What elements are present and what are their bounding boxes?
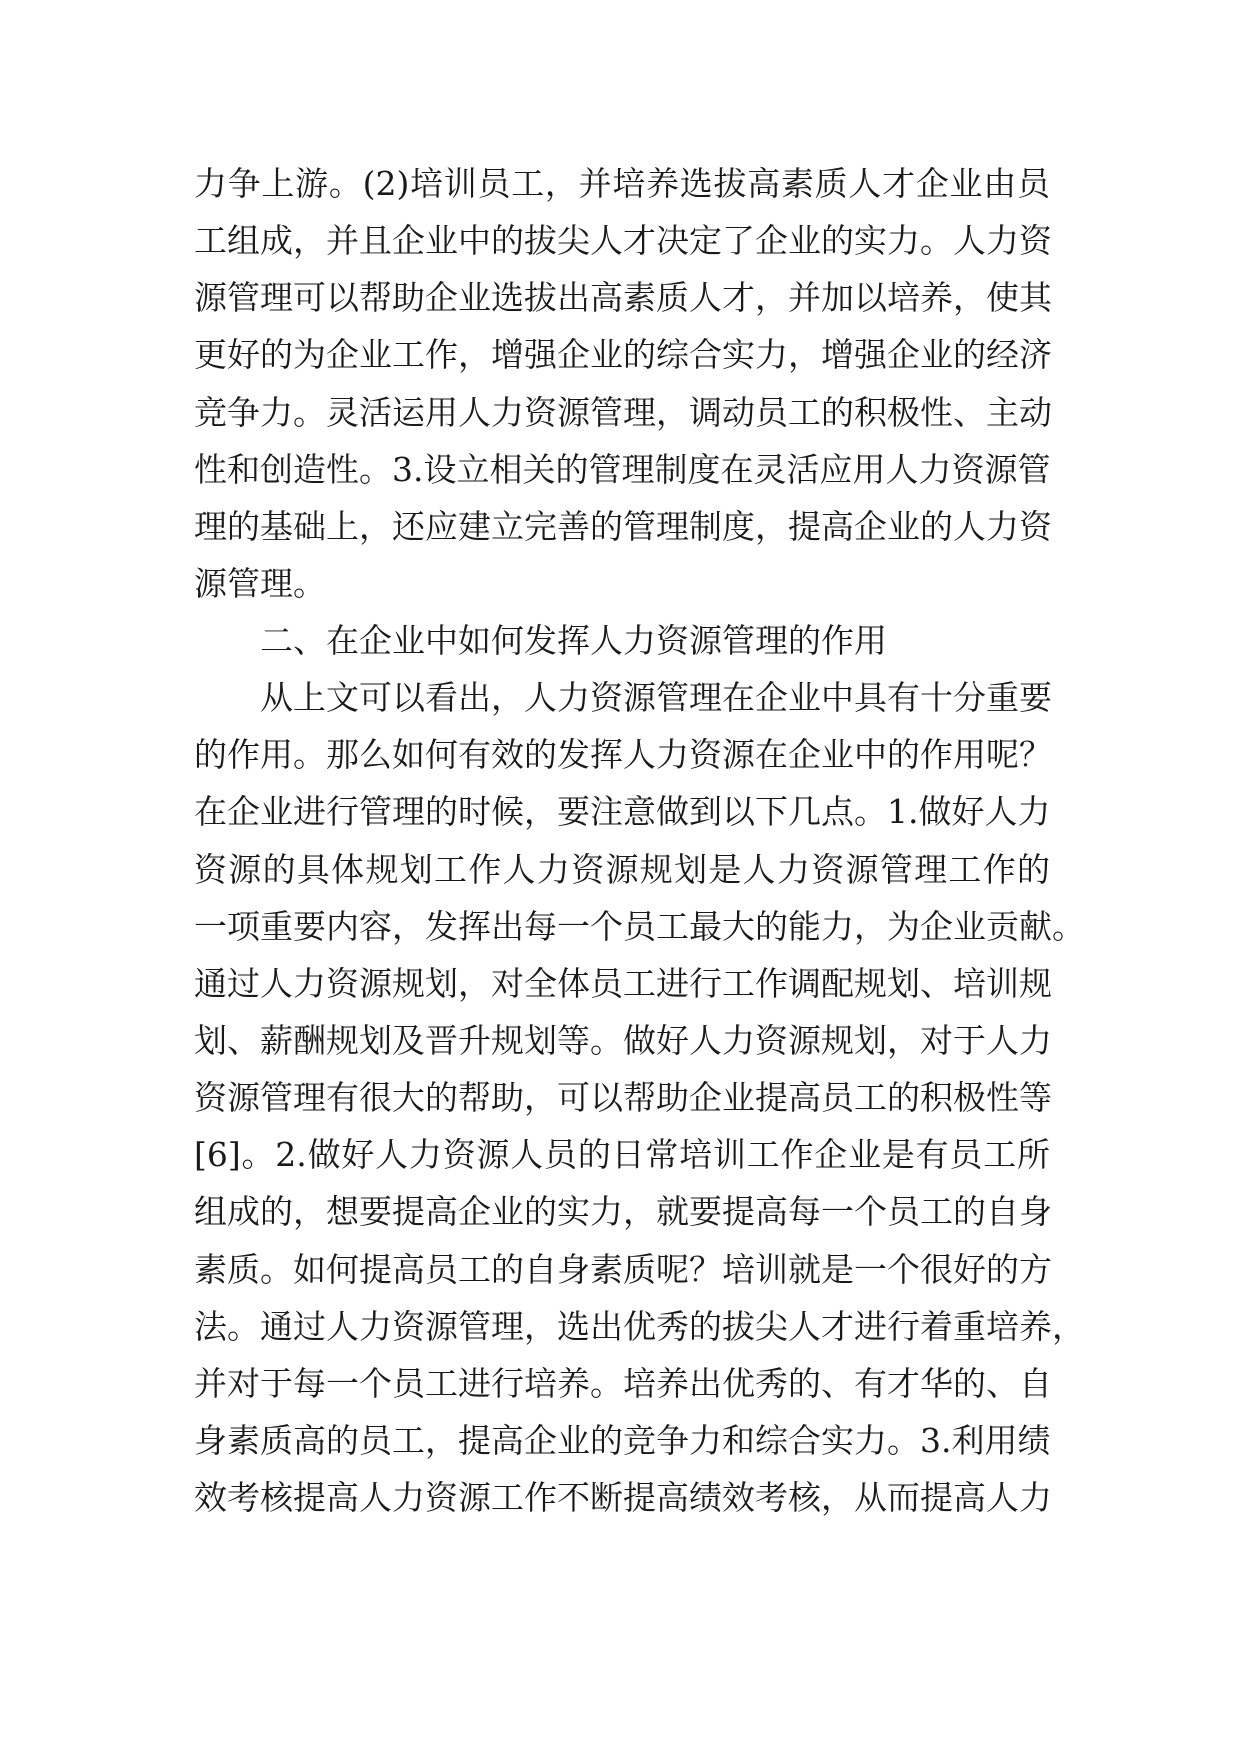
text-line: 在企业进行管理的时候，要注意做到以下几点。1.做好人力 xyxy=(194,792,1051,831)
text-line: 并对于每一个员工进行培养。培养出优秀的、有才华的、自 xyxy=(194,1364,1052,1403)
text-line: 性和创造性。3.设立相关的管理制度在灵活应用人力资源管 xyxy=(194,450,1051,489)
text-line: 理的基础上，还应建立完善的管理制度，提高企业的人力资 xyxy=(194,507,1052,546)
text-line: 工组成，并且企业中的拔尖人才决定了企业的实力。人力资 xyxy=(194,221,1052,260)
text-line: 力争上游。(2)培训员工，并培养选拔高素质人才企业由员 xyxy=(194,164,1050,203)
text-line: 资源管理有很大的帮助，可以帮助企业提高员工的积极性等 xyxy=(194,1078,1052,1117)
text-line: 的作用。那么如何有效的发挥人力资源在企业中的作用呢？ xyxy=(194,735,1052,774)
text-line: 源管理可以帮助企业选拔出高素质人才，并加以培养，使其 xyxy=(194,278,1052,317)
text-line: 一项重要内容，发挥出每一个员工最大的能力，为企业贡献。 xyxy=(194,907,1085,946)
text-line: 通过人力资源规划，对全体员工进行工作调配规划、培训规 xyxy=(194,964,1052,1003)
text-line: 划、薪酬规划及晋升规划等。做好人力资源规划，对于人力 xyxy=(194,1021,1052,1060)
section-heading: 二、在企业中如何发挥人力资源管理的作用 xyxy=(260,621,887,660)
text-line: 效考核提高人力资源工作不断提高绩效考核，从而提高人力 xyxy=(194,1478,1052,1517)
text-line: 资源的具体规划工作人力资源规划是人力资源管理工作的 xyxy=(194,850,1050,889)
text-line: 竞争力。灵活运用人力资源管理，调动员工的积极性、主动 xyxy=(194,393,1052,432)
text-line: [6]。2.做好人力资源人员的日常培训工作企业是有员工所 xyxy=(194,1135,1050,1174)
paragraph-first-line: 从上文可以看出，人力资源管理在企业中具有十分重要 xyxy=(260,678,1052,717)
text-line: 更好的为企业工作，增强企业的综合实力，增强企业的经济 xyxy=(194,335,1052,374)
text-line: 身素质高的员工，提高企业的竞争力和综合实力。3.利用绩 xyxy=(194,1421,1051,1460)
text-line: 组成的，想要提高企业的实力，就要提高每一个员工的自身 xyxy=(194,1192,1052,1231)
text-line: 法。通过人力资源管理，选出优秀的拔尖人才进行着重培养， xyxy=(194,1307,1085,1346)
text-line: 源管理。 xyxy=(194,564,326,603)
text-line: 素质。如何提高员工的自身素质呢？培训就是一个很好的方 xyxy=(194,1250,1052,1289)
